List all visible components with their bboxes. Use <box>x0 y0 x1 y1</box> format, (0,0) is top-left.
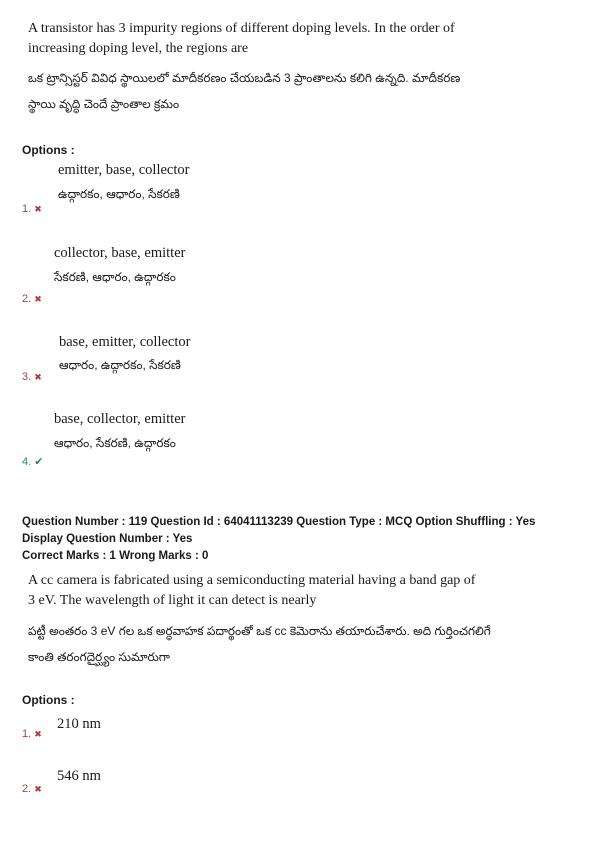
question-text-line: A cc camera is fabricated using a semiconducting material having a band gap of <box>28 573 476 588</box>
wrong-icon: ✖ <box>34 293 42 304</box>
question-metadata <box>22 514 587 565</box>
telugu-line: కాంతి తరంగదైర్ఘ్యం సుమారుగా <box>28 650 170 664</box>
option-index: 2. <box>22 293 32 305</box>
question-text-line: 3 eV. The wavelength of light it can detect is nearly <box>28 593 317 608</box>
telugu-line: ఒక ట్రాన్సిస్టర్ వివిధ స్థాయిలలో మాదీకరణం చేయబడిన 3 ప్రాంతాలను కలిగి ఉన్నది. మాదీకరణ <box>28 71 461 85</box>
question-meta-line: Question Number : 119 Question Id : 64041113239 Question Type : MCQ Option Shuffling : Yes <box>22 516 536 528</box>
option-text-telugu: ఆధారం, ఉద్గారకం, సేకరణి <box>59 358 181 372</box>
option-number <box>22 783 42 795</box>
options-label: Options : <box>22 143 75 157</box>
question-text-line: increasing doping level, the regions are <box>28 41 249 56</box>
question-text-telugu <box>28 67 573 115</box>
option-number <box>22 371 42 383</box>
check-icon: ✔ <box>34 456 44 468</box>
question-text-telugu <box>28 620 573 668</box>
wrong-icon: ✖ <box>34 203 42 214</box>
option-text: base, collector, emitter <box>54 411 186 427</box>
option-index: 1. <box>22 728 32 740</box>
telugu-line: స్థాయి వృద్ధి చెందే ప్రాంతాల క్రమం <box>28 97 180 111</box>
option-number <box>22 728 42 740</box>
option-text-telugu: ఉద్గారకం, ఆధారం, సేకరణి <box>58 187 180 201</box>
option-number <box>22 455 43 468</box>
wrong-icon: ✖ <box>34 728 42 739</box>
option-index: 3. <box>22 371 32 383</box>
question-meta-line: Display Question Number : Yes <box>22 533 193 545</box>
question-text <box>28 571 475 611</box>
options-label: Options : <box>22 693 75 707</box>
wrong-icon: ✖ <box>34 783 42 794</box>
option-number <box>22 203 42 215</box>
telugu-line: పట్టీ అంతరం 3 eV గల ఒక అర్ధవాహక పదార్థంతో ఒక cc కెమెరాను తయారుచేశారు. అది గుర్తించగలిగే <box>28 624 491 638</box>
option-text-telugu: సేకరణి, ఆధారం, ఉద్గారకం <box>54 270 176 284</box>
option-index: 1. <box>22 203 32 215</box>
question-text-line: A transistor has 3 impurity regions of different doping levels. In the order of <box>28 21 455 36</box>
option-text: collector, base, emitter <box>54 245 186 261</box>
option-text: 210 nm <box>57 716 101 732</box>
option-text: 546 nm <box>57 768 101 784</box>
option-text: base, emitter, collector <box>59 334 191 350</box>
wrong-icon: ✖ <box>34 371 42 382</box>
marks-line: Correct Marks : 1 Wrong Marks : 0 <box>22 550 209 562</box>
question-text <box>28 19 455 59</box>
option-text-telugu: ఆధారం, సేకరణి, ఉద్గారకం <box>54 436 176 450</box>
option-index: 4. <box>22 455 32 468</box>
option-text: emitter, base, collector <box>58 162 190 178</box>
option-number <box>22 293 42 305</box>
option-index: 2. <box>22 783 32 795</box>
